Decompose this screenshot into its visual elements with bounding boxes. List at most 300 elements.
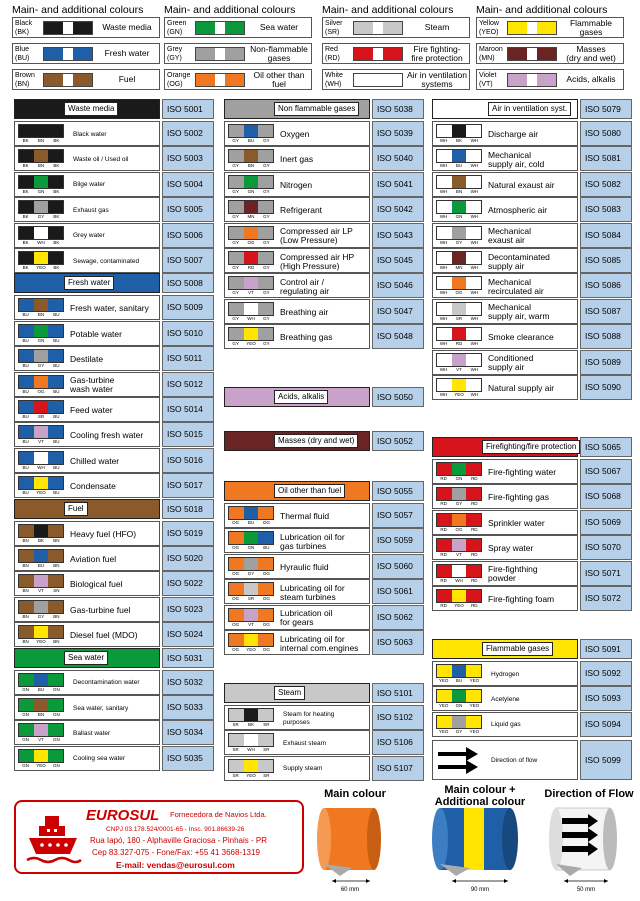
colour-swatch xyxy=(507,21,557,35)
colour-code: BK xyxy=(53,265,60,270)
colour-code: GY xyxy=(263,188,270,194)
colour-code: GN xyxy=(455,214,463,220)
iso-code: ISO 5092 xyxy=(580,661,632,686)
row-frame xyxy=(14,473,160,498)
pipe-code-row xyxy=(224,554,428,579)
legend-code: White (WH) xyxy=(325,72,343,88)
colour-code: BN xyxy=(22,537,29,543)
pipe-code-row xyxy=(432,146,636,171)
colour-swatch xyxy=(43,73,93,87)
colour-code: GY xyxy=(232,188,239,194)
colour-code: GY xyxy=(263,290,270,296)
row-frame xyxy=(224,705,370,730)
pipe-medium-name: Conditioned supply air xyxy=(488,353,534,373)
row-frame xyxy=(14,321,160,346)
colour-swatch xyxy=(353,73,403,87)
colour-band-swatch xyxy=(436,378,482,392)
legend-code: Grey (GY) xyxy=(167,46,183,62)
pipe-title-combined: Main colour + Additional colour xyxy=(434,784,526,808)
pipe-medium-name: Acetylene xyxy=(491,695,520,703)
colour-code: BU xyxy=(53,312,60,318)
legend-label: Steam xyxy=(424,22,450,32)
colour-code: BN xyxy=(455,188,463,194)
colour-codes xyxy=(228,163,274,169)
iso-code: ISO 5015 xyxy=(162,422,214,447)
pipe-code-row xyxy=(224,630,428,655)
pipe-medium-name: Decontamination water xyxy=(73,679,140,687)
colour-code: BK xyxy=(53,138,60,143)
colour-code: WH xyxy=(439,341,448,347)
iso-code: ISO 5065 xyxy=(580,437,632,457)
colour-code: BK xyxy=(247,722,254,727)
pipe-code-row xyxy=(224,299,428,324)
pipe-code-row xyxy=(224,121,428,146)
iso-code: ISO 5035 xyxy=(162,746,214,771)
colour-codes xyxy=(228,622,274,628)
colour-code: WH xyxy=(470,188,479,194)
row-frame xyxy=(432,172,578,197)
pipe-code-row xyxy=(432,712,636,737)
pipe-medium-name: Spray water xyxy=(488,543,534,554)
iso-code: ISO 5085 xyxy=(580,248,632,273)
colour-band-swatch xyxy=(18,749,64,763)
iso-code: ISO 5008 xyxy=(162,273,214,293)
colour-code: BU xyxy=(53,439,60,445)
colour-band-swatch xyxy=(18,673,64,687)
group-header xyxy=(14,648,218,668)
colour-band-swatch xyxy=(228,226,274,240)
colour-band-swatch xyxy=(18,625,64,639)
legend-label: Oil other than fuel xyxy=(253,69,305,89)
iso-code: ISO 5093 xyxy=(580,686,632,711)
colour-codes xyxy=(18,588,64,594)
colour-code: RD xyxy=(471,577,478,583)
row-frame xyxy=(14,295,160,320)
pipe-medium-name: Diesel fuel (MDO) xyxy=(70,630,138,641)
colour-code: GN xyxy=(455,476,463,481)
colour-codes xyxy=(436,341,482,347)
legend-row xyxy=(12,69,160,90)
pipe-medium-name: Breathing air xyxy=(280,306,329,317)
iso-code: ISO 5083 xyxy=(580,197,632,222)
colour-codes xyxy=(436,189,482,195)
group-header xyxy=(224,387,428,407)
colour-code: RD xyxy=(440,501,447,507)
pipe-code-row xyxy=(432,121,636,146)
colour-code: YEO xyxy=(454,392,464,397)
pipe-medium-name: Fire-fighting water xyxy=(488,467,557,477)
pipe-medium-name: Waste oil / Used oil xyxy=(73,155,129,163)
iso-code: ISO 5047 xyxy=(372,299,424,324)
row-frame xyxy=(432,535,578,560)
colour-codes xyxy=(18,389,64,395)
row-frame xyxy=(224,273,370,298)
colour-code: OG xyxy=(232,545,240,551)
colour-code: BN xyxy=(247,163,255,169)
pipe-medium-name: Condensate xyxy=(70,481,116,492)
colour-code: GN xyxy=(22,712,30,717)
iso-code: ISO 5024 xyxy=(162,622,214,647)
colour-codes xyxy=(18,265,64,271)
colour-code: OG xyxy=(232,520,240,525)
pipe-medium-name: Gas-turbine fuel xyxy=(70,604,131,615)
company-ids: CNPJ 03.178.524/0001-65 - Insc. 901.86639-26 xyxy=(106,826,245,833)
pipe-code-row xyxy=(432,686,636,711)
colour-code: OG xyxy=(37,388,45,394)
group-header xyxy=(432,437,636,457)
colour-band-swatch xyxy=(18,600,64,614)
colour-band-swatch xyxy=(228,582,274,596)
flow-arrows-icon xyxy=(437,746,481,776)
pipe-code-row xyxy=(14,372,218,397)
colour-codes xyxy=(18,465,64,471)
colour-codes xyxy=(436,240,482,246)
colour-code: SN xyxy=(53,588,60,594)
colour-band-swatch xyxy=(18,175,64,189)
row-frame xyxy=(14,346,160,371)
colour-code: WH xyxy=(247,315,255,321)
row-frame xyxy=(432,459,578,484)
colour-band-swatch xyxy=(18,549,64,563)
pipe-medium-name: Sewage, contaminated xyxy=(73,257,140,265)
group-header xyxy=(432,99,636,119)
colour-code: GN xyxy=(52,762,60,768)
pipe-code-row xyxy=(432,223,636,248)
iso-code: ISO 5050 xyxy=(372,387,424,407)
colour-code: WH xyxy=(470,366,479,372)
pipe-medium-name: Supply steam xyxy=(283,765,323,773)
iso-code: ISO 5062 xyxy=(372,605,424,630)
colour-codes xyxy=(228,240,274,246)
legend-label: Sea water xyxy=(259,22,299,32)
colour-code: BU xyxy=(37,563,45,568)
iso-code: ISO 5039 xyxy=(372,121,424,146)
iso-code: ISO 5068 xyxy=(580,484,632,509)
iso-code: ISO 5072 xyxy=(580,586,632,611)
pipe-code-row xyxy=(14,720,218,745)
colour-code: GY xyxy=(232,138,239,143)
row-frame xyxy=(224,197,370,222)
colour-band-swatch xyxy=(18,400,64,414)
colour-code: RD xyxy=(440,526,447,532)
legend-code: Maroon (MN) xyxy=(479,46,503,62)
iso-code: ISO 5061 xyxy=(372,579,424,604)
group-title: Steam xyxy=(274,686,305,700)
colour-code: BK xyxy=(37,537,44,543)
row-frame xyxy=(14,670,160,695)
row-frame xyxy=(14,248,160,273)
pipe-code-row xyxy=(14,597,218,622)
colour-code: GY xyxy=(263,265,270,270)
iso-code: ISO 5046 xyxy=(372,273,424,298)
iso-code: ISO 5012 xyxy=(162,372,214,397)
colour-codes xyxy=(18,538,64,544)
colour-code: YEO xyxy=(469,728,480,734)
colour-code: BN xyxy=(37,163,45,169)
pipe-code-row xyxy=(432,586,636,611)
colour-code: VT xyxy=(456,552,462,558)
colour-code: BK xyxy=(53,214,60,220)
pipe-medium-name: Feed water xyxy=(70,405,113,415)
legend-row xyxy=(476,69,624,90)
legend-row xyxy=(12,43,160,64)
colour-code: YEO xyxy=(36,639,46,645)
pipe-code-row xyxy=(432,561,636,586)
pipe-medium-name: Liquid gas xyxy=(491,721,521,729)
pipe-code-row xyxy=(224,324,428,349)
pipe-medium-name: Decontaminated supply air xyxy=(488,251,550,271)
group-header xyxy=(224,431,428,451)
colour-codes xyxy=(18,439,64,445)
colour-codes xyxy=(228,722,274,728)
pipe-medium-name: Oxygen xyxy=(280,129,310,139)
colour-band-swatch xyxy=(228,327,274,341)
colour-code: MN xyxy=(247,214,255,220)
pipe-code-row xyxy=(224,248,428,273)
iso-code: ISO 5002 xyxy=(162,121,214,146)
colour-code: GY xyxy=(455,728,463,734)
iso-code: ISO 5020 xyxy=(162,546,214,571)
colour-band-swatch xyxy=(18,200,64,214)
colour-codes xyxy=(18,639,64,645)
colour-band-swatch xyxy=(228,633,274,647)
group-title: Sea water xyxy=(64,651,108,665)
colour-code: BN xyxy=(53,537,60,543)
iso-code: ISO 5038 xyxy=(372,99,424,119)
colour-code: YEO xyxy=(246,772,256,778)
iso-code: ISO 5017 xyxy=(162,473,214,498)
company-phone: Cep 83.327-075 - Fone/Fax: +55 41 3668-1319 xyxy=(92,848,260,857)
row-frame xyxy=(14,746,160,771)
iso-code: ISO 5099 xyxy=(580,740,632,780)
colour-code: BN xyxy=(53,639,60,645)
row-frame xyxy=(432,121,578,146)
colour-code: SR xyxy=(455,315,463,321)
pipe-medium-name: Hydrogen xyxy=(491,670,520,678)
colour-code: RD xyxy=(471,501,478,507)
colour-code: BK xyxy=(22,188,29,194)
pipe-code-row xyxy=(224,579,428,604)
colour-code: OG xyxy=(232,621,240,627)
colour-code: WH xyxy=(439,315,448,321)
colour-band-swatch xyxy=(436,353,482,367)
iso-code: ISO 5010 xyxy=(162,321,214,346)
pipe-code-row xyxy=(432,459,636,484)
legend-label: Fresh water xyxy=(104,48,150,58)
pipe-width-flow: 50 mm xyxy=(576,887,596,893)
colour-band-swatch xyxy=(436,200,482,214)
pipe-medium-name: Refrigerant xyxy=(280,205,323,216)
iso-code: ISO 5107 xyxy=(372,756,424,781)
colour-codes xyxy=(228,773,274,779)
pipe-code-row xyxy=(432,324,636,349)
colour-codes xyxy=(18,687,64,693)
legend-title: Main- and additional colours xyxy=(12,4,144,16)
group-header xyxy=(224,481,428,501)
legend-group xyxy=(322,4,472,96)
row-frame xyxy=(224,172,370,197)
pipe-medium-name: Aviation fuel xyxy=(70,554,117,564)
colour-code: BK xyxy=(22,163,29,169)
legend-label: Air in ventilation systems xyxy=(406,69,467,89)
legend-title: Main- and additional colours xyxy=(164,4,296,16)
colour-code: GN xyxy=(37,188,45,194)
legend-label: Fuel xyxy=(118,74,136,84)
iso-code: ISO 5057 xyxy=(372,503,424,528)
pipe-medium-name: Natural supply air xyxy=(488,383,555,393)
pipe-medium-name: Cooling sea water xyxy=(73,755,126,763)
colour-band-swatch xyxy=(436,251,482,265)
colour-codes xyxy=(436,703,482,709)
colour-code: WH xyxy=(439,138,448,143)
legend-title: Main- and additional colours xyxy=(322,4,454,16)
colour-codes xyxy=(228,341,274,347)
colour-band-swatch xyxy=(436,175,482,189)
pipe-code-row xyxy=(432,248,636,273)
colour-code: WH xyxy=(439,188,448,194)
colour-code: WH xyxy=(470,315,479,321)
company-email[interactable]: E-mail: vendas@eurosul.com xyxy=(116,860,235,870)
row-frame xyxy=(432,146,578,171)
colour-codes xyxy=(18,737,64,743)
colour-codes xyxy=(436,678,482,684)
row-frame xyxy=(14,720,160,745)
group-header xyxy=(14,273,218,293)
colour-code: OG xyxy=(232,570,240,576)
colour-code: YEO xyxy=(438,728,449,734)
colour-code: RD xyxy=(440,603,447,608)
iso-code: ISO 5106 xyxy=(372,730,424,755)
colour-code: BK xyxy=(22,138,29,143)
iso-code: ISO 5019 xyxy=(162,521,214,546)
colour-swatch xyxy=(353,21,403,35)
colour-band-swatch xyxy=(18,451,64,465)
colour-code: WH xyxy=(470,290,479,296)
pipe-medium-name: Inert gas xyxy=(280,154,314,165)
legend-label: Waste media xyxy=(102,22,152,32)
pipe-code-row xyxy=(432,197,636,222)
colour-code: OG xyxy=(262,596,270,602)
iso-code: ISO 5023 xyxy=(162,597,214,622)
colour-code: BU xyxy=(455,678,463,683)
group-title: Waste media xyxy=(64,102,118,116)
pipe-code-row xyxy=(14,746,218,771)
pipe-medium-name: Potable water xyxy=(70,328,122,339)
colour-code: SR xyxy=(263,722,270,727)
colour-codes xyxy=(436,552,482,558)
colour-codes xyxy=(228,520,274,526)
row-frame xyxy=(14,597,160,622)
row-frame xyxy=(14,571,160,596)
pipe-medium-name: Destilate xyxy=(70,354,104,365)
colour-codes xyxy=(436,265,482,271)
colour-code: YEO xyxy=(36,265,46,270)
pipe-code-row xyxy=(14,695,218,720)
pipe-code-row xyxy=(14,248,218,273)
iso-code: ISO 5052 xyxy=(372,431,424,451)
pipe-medium-name: Breathing gas xyxy=(280,332,333,343)
colour-band-swatch xyxy=(18,524,64,538)
pipe-medium-name: Fresh water, sanitary xyxy=(70,303,149,314)
colour-code: BU xyxy=(455,163,463,169)
legend-row xyxy=(164,43,312,64)
colour-band-swatch xyxy=(436,302,482,316)
row-frame xyxy=(432,712,578,737)
colour-code: WH xyxy=(455,577,463,583)
pipe-code-row xyxy=(14,295,218,320)
colour-band-swatch xyxy=(228,251,274,265)
colour-band-swatch xyxy=(18,298,64,312)
company-subtitle: Fornecedora de Navios Ltda. xyxy=(170,810,267,819)
colour-band-swatch xyxy=(18,349,64,363)
iso-code: ISO 5063 xyxy=(372,630,424,655)
colour-code: BU xyxy=(53,490,60,496)
iso-code: ISO 5006 xyxy=(162,223,214,248)
pipe-medium-name: Discharge air xyxy=(488,129,539,139)
row-frame xyxy=(224,248,370,273)
iso-code: ISO 5022 xyxy=(162,571,214,596)
colour-codes xyxy=(18,712,64,718)
pipe-code-row xyxy=(14,172,218,197)
company-address: Rua Iapó, 180 - Alphaville Graciosa - Pinhais - PR xyxy=(90,836,267,845)
colour-code: WH xyxy=(439,290,448,296)
colour-codes xyxy=(228,214,274,220)
colour-codes xyxy=(18,614,64,620)
colour-code: VT xyxy=(248,621,254,627)
colour-codes xyxy=(436,392,482,398)
row-frame xyxy=(432,197,578,222)
colour-code: GY xyxy=(247,570,255,576)
group-title: Fresh water xyxy=(64,276,114,290)
colour-codes xyxy=(18,312,64,318)
pipe-code-row xyxy=(14,473,218,498)
row-frame xyxy=(432,661,578,686)
colour-code: BU xyxy=(22,363,29,369)
pipe-medium-name: Lubricating oil for steam turbines xyxy=(280,582,345,602)
iso-code: ISO 5009 xyxy=(162,295,214,320)
colour-codes xyxy=(18,338,64,344)
pipe-medium-name: Control air / regulating air xyxy=(280,276,330,296)
colour-band-swatch xyxy=(436,124,482,138)
colour-code: YEO xyxy=(454,603,464,608)
iso-code: ISO 5086 xyxy=(580,273,632,298)
colour-band-swatch xyxy=(18,251,64,265)
pipe-code-row xyxy=(224,503,428,528)
legend-code: Black (BK) xyxy=(15,20,33,36)
iso-code: ISO 5059 xyxy=(372,528,424,553)
colour-band-swatch xyxy=(18,124,64,138)
colour-code: BU xyxy=(53,363,60,369)
colour-codes xyxy=(436,214,482,220)
iso-code: ISO 5040 xyxy=(372,146,424,171)
colour-code: GY xyxy=(37,613,45,619)
row-frame xyxy=(14,448,160,473)
row-frame xyxy=(224,554,370,579)
colour-band-swatch xyxy=(18,698,64,712)
row-frame xyxy=(14,521,160,546)
colour-code: BN xyxy=(22,613,29,619)
colour-band-swatch xyxy=(18,476,64,490)
colour-code: BN xyxy=(37,312,45,318)
row-frame xyxy=(224,503,370,528)
colour-codes xyxy=(228,747,274,753)
colour-code: WH xyxy=(470,265,479,270)
pipe-code-row xyxy=(224,730,428,755)
colour-code: GN xyxy=(37,337,45,343)
colour-code: BK xyxy=(455,138,462,143)
iso-code: ISO 5033 xyxy=(162,695,214,720)
pipe-title-main: Main colour xyxy=(324,788,386,800)
